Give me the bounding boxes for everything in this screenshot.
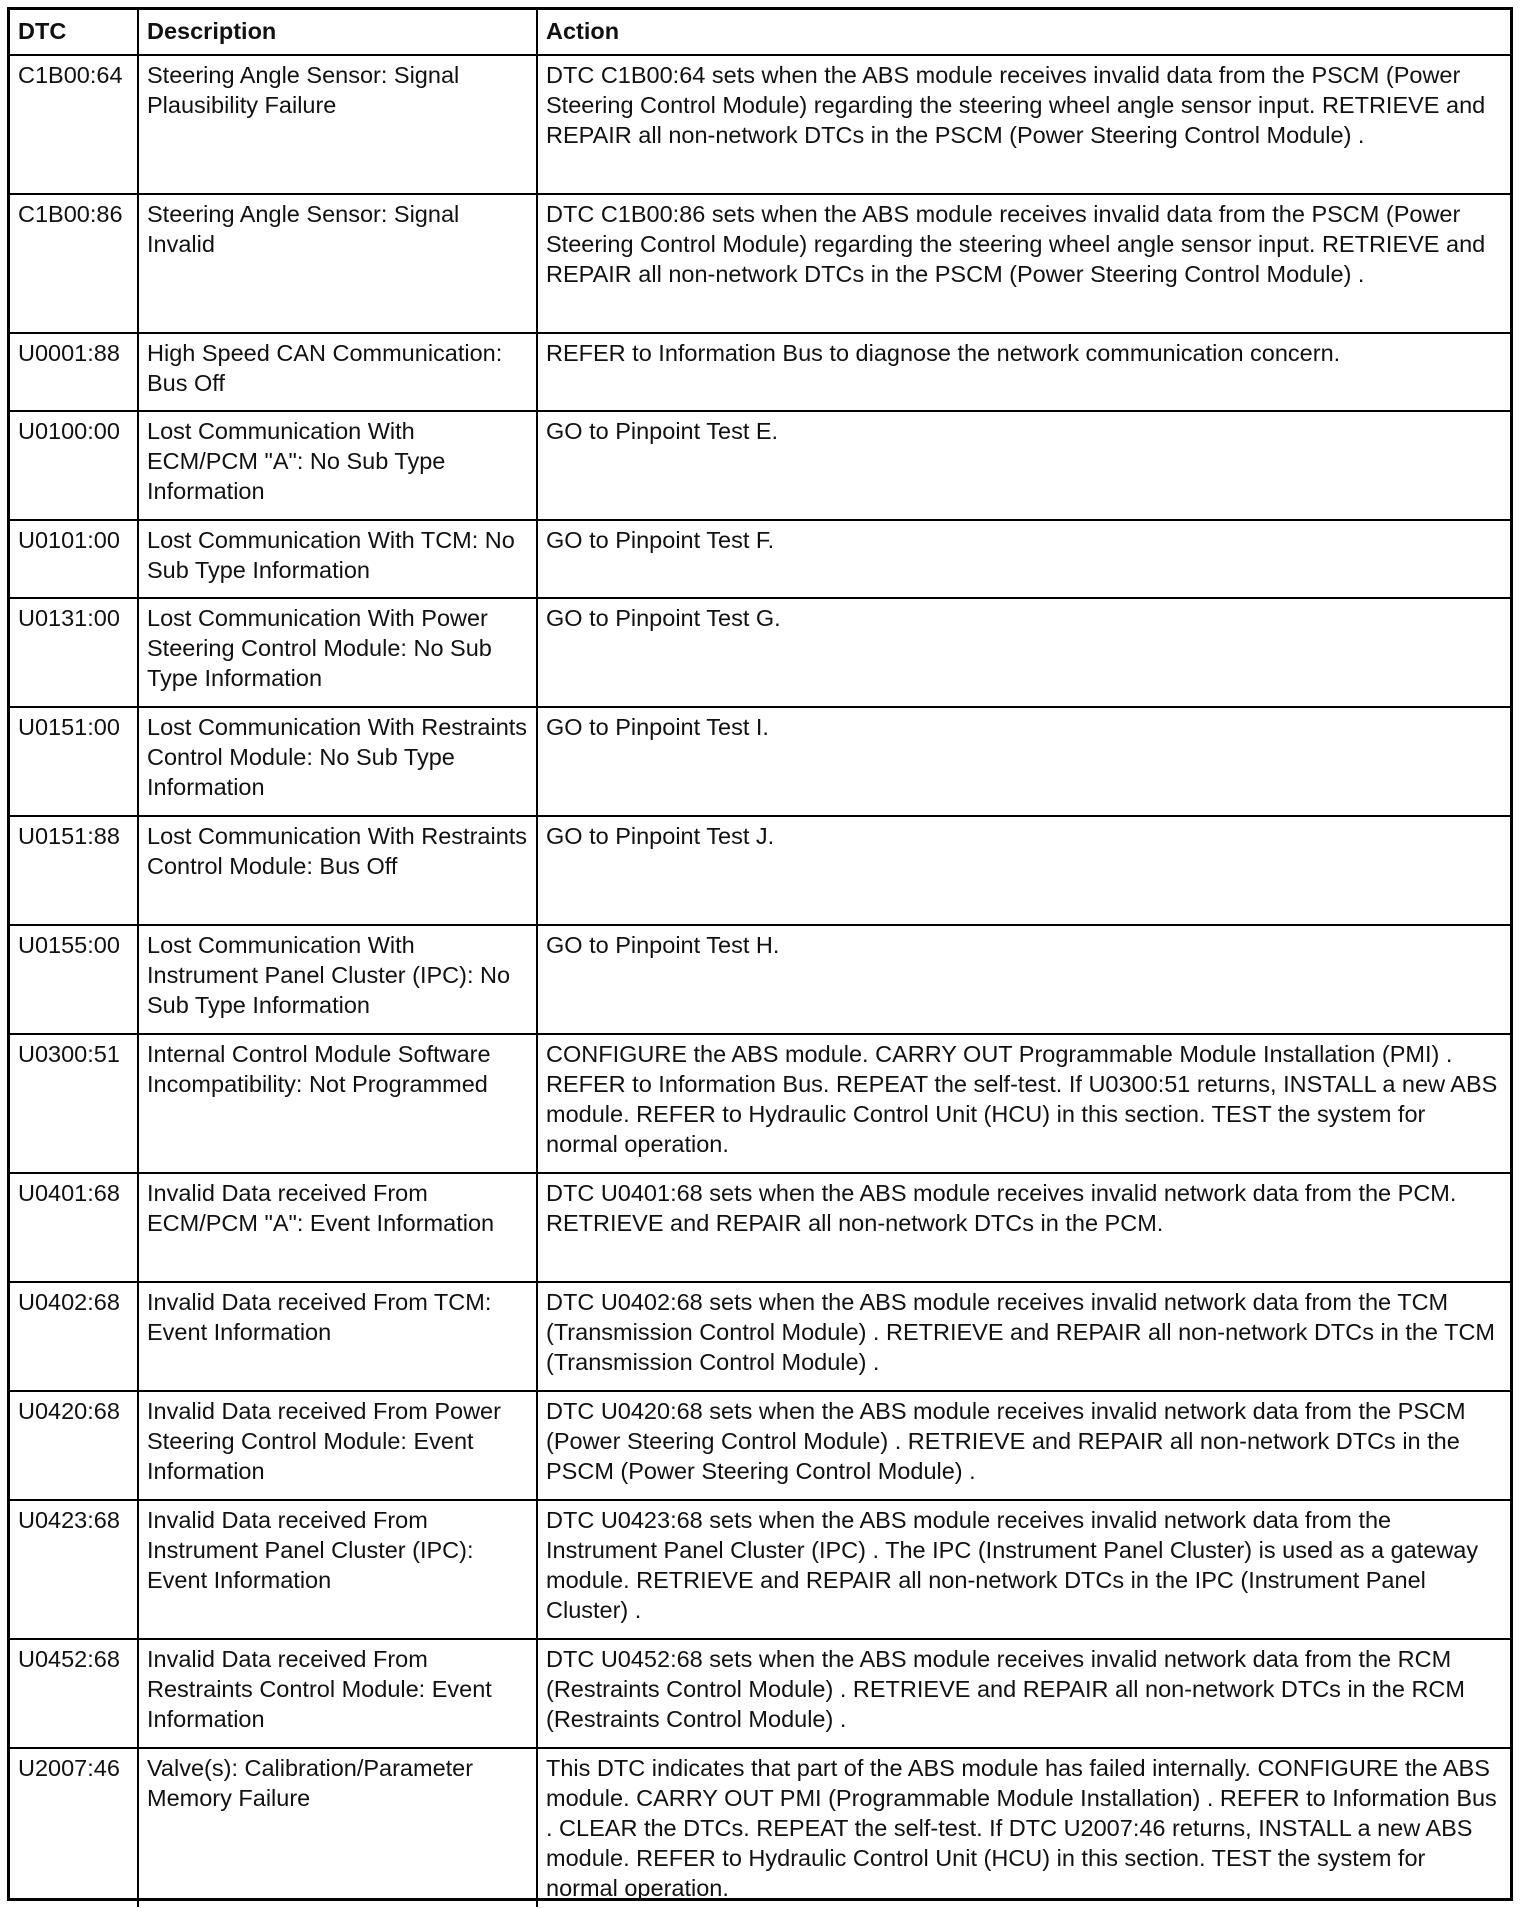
dtc-description: Internal Control Module Software Incompatibility: Not Programmed	[138, 1034, 537, 1173]
table-row	[10, 1748, 1510, 1907]
table-row	[10, 1034, 1510, 1173]
dtc-code: U0131:00	[10, 598, 138, 707]
table-row	[10, 411, 1510, 520]
dtc-description: High Speed CAN Communication: Bus Off	[138, 333, 537, 411]
header-action: Action	[537, 10, 1510, 55]
dtc-code: U0151:88	[10, 816, 138, 925]
table-row	[10, 816, 1510, 925]
dtc-description: Invalid Data received From Power Steering Control Module: Event Information	[138, 1391, 537, 1500]
dtc-description: Lost Communication With TCM: No Sub Type Information	[138, 520, 537, 598]
table-row	[10, 194, 1510, 333]
table-row	[10, 55, 1510, 194]
dtc-description: Lost Communication With ECM/PCM "A": No Sub Type Information	[138, 411, 537, 520]
dtc-action: GO to Pinpoint Test H.	[537, 925, 1510, 1034]
dtc-code: C1B00:86	[10, 194, 138, 333]
table-row	[10, 520, 1510, 598]
dtc-action: DTC U0420:68 sets when the ABS module receives invalid network data from the PSCM (Power Steering Control Module) . RETRIEVE and REPAIR all non-network DTCs in the PSCM (Power Steering Control Module) .	[537, 1391, 1510, 1500]
dtc-code: U0452:68	[10, 1639, 138, 1748]
dtc-description: Steering Angle Sensor: Signal Invalid	[138, 194, 537, 333]
dtc-description: Lost Communication With Restraints Control Module: Bus Off	[138, 816, 537, 925]
dtc-description: Invalid Data received From Instrument Panel Cluster (IPC): Event Information	[138, 1500, 537, 1639]
dtc-action: DTC U0402:68 sets when the ABS module receives invalid network data from the TCM (Transmission Control Module) . RETRIEVE and REPAIR all non-network DTCs in the TCM (Transmission Control Module) .	[537, 1282, 1510, 1391]
dtc-code: U0300:51	[10, 1034, 138, 1173]
dtc-description: Steering Angle Sensor: Signal Plausibility Failure	[138, 55, 537, 194]
dtc-table-container	[7, 7, 1513, 1901]
dtc-action: DTC C1B00:64 sets when the ABS module receives invalid data from the PSCM (Power Steering Control Module) regarding the steering wheel angle sensor input. RETRIEVE and REPAIR all non-network DTCs in the PSCM (Power Steering Control Module) .	[537, 55, 1510, 194]
dtc-description: Invalid Data received From Restraints Control Module: Event Information	[138, 1639, 537, 1748]
dtc-action: GO to Pinpoint Test J.	[537, 816, 1510, 925]
header-description: Description	[138, 10, 537, 55]
dtc-code: U0423:68	[10, 1500, 138, 1639]
dtc-action: This DTC indicates that part of the ABS module has failed internally. CONFIGURE the ABS module. CARRY OUT PMI (Programmable Module Installation) . REFER to Information Bus . CLEAR the DTCs. REPEAT the self-test. If DTC U2007:46 returns, INSTALL a new ABS module. REFER to Hydraulic Control Unit (HCU) in this section. TEST the system for normal operation.	[537, 1748, 1510, 1907]
dtc-action: DTC U0452:68 sets when the ABS module receives invalid network data from the RCM (Restraints Control Module) . RETRIEVE and REPAIR all non-network DTCs in the RCM (Restraints Control Module) .	[537, 1639, 1510, 1748]
dtc-action: DTC U0401:68 sets when the ABS module receives invalid network data from the PCM. RETRIEVE and REPAIR all non-network DTCs in the PCM.	[537, 1173, 1510, 1282]
table-row	[10, 598, 1510, 707]
dtc-code: C1B00:64	[10, 55, 138, 194]
table-row	[10, 707, 1510, 816]
header-row	[10, 10, 1510, 55]
dtc-action: GO to Pinpoint Test E.	[537, 411, 1510, 520]
header-dtc: DTC	[10, 10, 138, 55]
table-row	[10, 1500, 1510, 1639]
table-row	[10, 1173, 1510, 1282]
dtc-action: GO to Pinpoint Test G.	[537, 598, 1510, 707]
dtc-action: REFER to Information Bus to diagnose the network communication concern.	[537, 333, 1510, 411]
dtc-code: U0001:88	[10, 333, 138, 411]
dtc-action: DTC U0423:68 sets when the ABS module receives invalid network data from the Instrument Panel Cluster (IPC) . The IPC (Instrument Panel Cluster) is used as a gateway module. RETRIEVE and REPAIR all non-network DTCs in the IPC (Instrument Panel Cluster) .	[537, 1500, 1510, 1639]
dtc-code: U0100:00	[10, 411, 138, 520]
dtc-action: GO to Pinpoint Test I.	[537, 707, 1510, 816]
dtc-code: U2007:46	[10, 1748, 138, 1907]
dtc-code: U0401:68	[10, 1173, 138, 1282]
dtc-code: U0101:00	[10, 520, 138, 598]
dtc-code: U0151:00	[10, 707, 138, 816]
dtc-description: Invalid Data received From ECM/PCM "A": Event Information	[138, 1173, 537, 1282]
dtc-description: Invalid Data received From TCM: Event Information	[138, 1282, 537, 1391]
table-row	[10, 1391, 1510, 1500]
dtc-action: CONFIGURE the ABS module. CARRY OUT Programmable Module Installation (PMI) . REFER to Information Bus. REPEAT the self-test. If U0300:51 returns, INSTALL a new ABS module. REFER to Hydraulic Control Unit (HCU) in this section. TEST the system for normal operation.	[537, 1034, 1510, 1173]
dtc-description: Lost Communication With Restraints Control Module: No Sub Type Information	[138, 707, 537, 816]
table-row	[10, 333, 1510, 411]
dtc-action: DTC C1B00:86 sets when the ABS module receives invalid data from the PSCM (Power Steering Control Module) regarding the steering wheel angle sensor input. RETRIEVE and REPAIR all non-network DTCs in the PSCM (Power Steering Control Module) .	[537, 194, 1510, 333]
dtc-description: Lost Communication With Instrument Panel Cluster (IPC): No Sub Type Information	[138, 925, 537, 1034]
dtc-code: U0420:68	[10, 1391, 138, 1500]
dtc-description: Lost Communication With Power Steering Control Module: No Sub Type Information	[138, 598, 537, 707]
dtc-code: U0402:68	[10, 1282, 138, 1391]
table-row	[10, 1282, 1510, 1391]
table-row	[10, 925, 1510, 1034]
dtc-action: GO to Pinpoint Test F.	[537, 520, 1510, 598]
table-row	[10, 1639, 1510, 1748]
dtc-table	[10, 10, 1510, 1907]
dtc-description: Valve(s): Calibration/Parameter Memory Failure	[138, 1748, 537, 1907]
dtc-code: U0155:00	[10, 925, 138, 1034]
